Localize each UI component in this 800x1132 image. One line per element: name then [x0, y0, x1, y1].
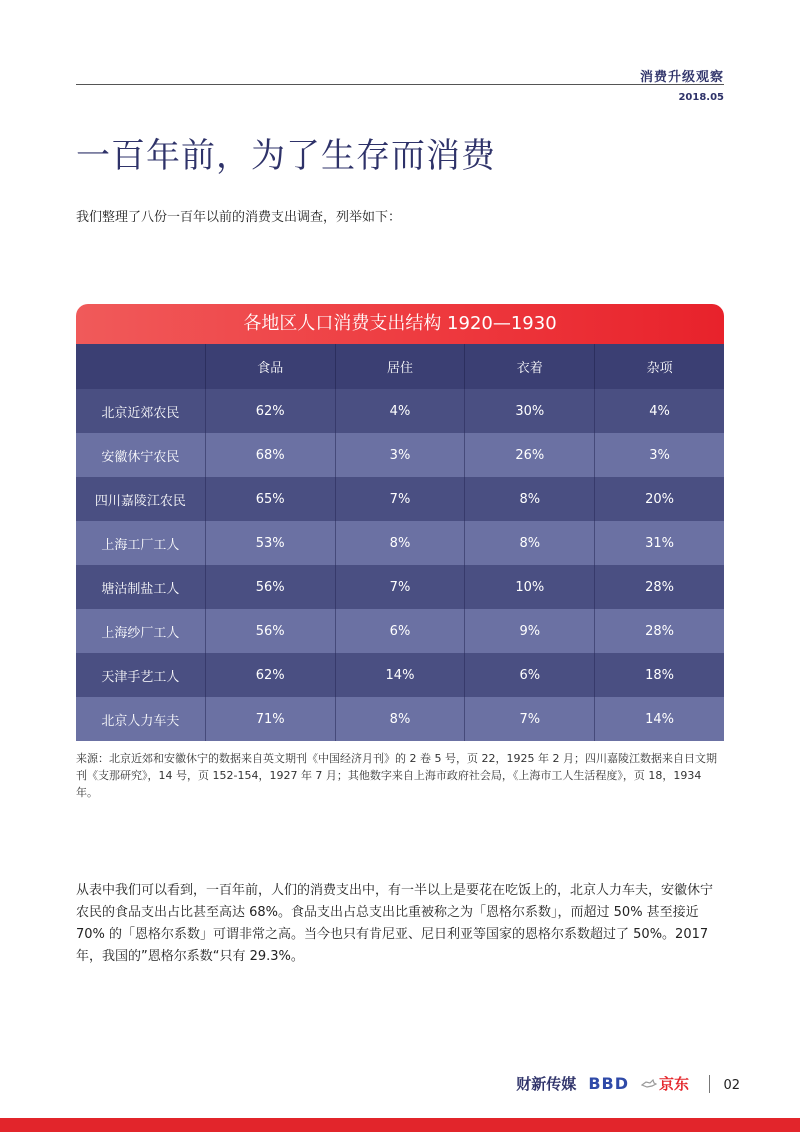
table-cell: 3%: [594, 433, 724, 477]
table-cell: 3%: [335, 433, 465, 477]
table-cell: 8%: [464, 521, 594, 565]
table-header-cell: [76, 344, 205, 389]
row-label: 安徽休宁农民: [76, 433, 205, 477]
table-header-row: [76, 344, 724, 389]
row-label: 塘沽制盐工人: [76, 565, 205, 609]
header-rule: [76, 84, 724, 85]
intro-text: 我们整理了八份一百年以前的消费支出调查，列举如下：: [76, 210, 402, 225]
table-row: [76, 521, 724, 565]
jd-logo-text: 京东: [658, 1075, 689, 1093]
row-label: 天津手艺工人: [76, 653, 205, 697]
table-row: [76, 565, 724, 609]
table-header-cell: 食品: [205, 344, 335, 389]
table-cell: 53%: [205, 521, 335, 565]
table-cell: 56%: [205, 565, 335, 609]
table-cell: 6%: [464, 653, 594, 697]
table-cell: 28%: [594, 609, 724, 653]
table-cell: 56%: [205, 609, 335, 653]
table-body: [76, 389, 724, 741]
table-cell: 8%: [335, 697, 465, 741]
table-cell: 4%: [594, 389, 724, 433]
row-label: 上海纱厂工人: [76, 609, 205, 653]
page-title: 一百年前，为了生存而消费: [76, 136, 496, 176]
table-cell: 31%: [594, 521, 724, 565]
page-number: 02: [723, 1078, 740, 1093]
table-cell: 26%: [464, 433, 594, 477]
table-cell: 7%: [335, 477, 465, 521]
row-label: 北京人力车夫: [76, 697, 205, 741]
table-cell: 18%: [594, 653, 724, 697]
table-cell: 8%: [464, 477, 594, 521]
table-row: [76, 697, 724, 741]
report-title: 消费升级观察: [639, 70, 724, 85]
caixin-logo: 财新传媒: [516, 1075, 577, 1093]
bbd-logo: BBD: [588, 1074, 629, 1093]
table-header-cell: 居住: [335, 344, 465, 389]
table-caption: 各地区人口消费支出结构 1920—1930: [76, 304, 724, 344]
table-row: [76, 609, 724, 653]
table-cell: 4%: [335, 389, 465, 433]
table-cell: 7%: [335, 565, 465, 609]
table-cell: 14%: [335, 653, 465, 697]
table-row: [76, 477, 724, 521]
table-cell: 7%: [464, 697, 594, 741]
table-row: [76, 433, 724, 477]
row-label: 上海工厂工人: [76, 521, 205, 565]
body-paragraph: 从表中我们可以看到，一百年前，人们的消费支出中，有一半以上是要花在吃饭上的，北京人力车夫，安徽休宁农民的食品支出占比甚至高达 68%。食品支出占总支出比重被称之为「恩格尔系数」，而超过 50% 甚至接近 70% 的「恩格尔系数」可谓非常之高。当今也只有肯尼亚、尼日利亚等国家的恩格尔系数超过了 50%。2017 年，我国的”恩格尔系数“只有 29.3%。: [76, 883, 714, 964]
row-label: 四川嘉陵江农民: [76, 477, 205, 521]
jd-logo: [641, 1073, 689, 1094]
jd-dog-icon: [641, 1079, 657, 1089]
footer-logos: [516, 1073, 710, 1094]
table-cell: 9%: [464, 609, 594, 653]
table-cell: 65%: [205, 477, 335, 521]
table-row: [76, 653, 724, 697]
table-cell: 28%: [594, 565, 724, 609]
table-cell: 62%: [205, 653, 335, 697]
table-header-cell: 衣着: [464, 344, 594, 389]
table-cell: 68%: [205, 433, 335, 477]
table-cell: 20%: [594, 477, 724, 521]
table-cell: 6%: [335, 609, 465, 653]
table-cell: 30%: [464, 389, 594, 433]
table-cell: 8%: [335, 521, 465, 565]
table-row: [76, 389, 724, 433]
table-header-cell: 杂项: [594, 344, 724, 389]
consumption-table: [76, 304, 724, 741]
table-cell: 62%: [205, 389, 335, 433]
report-date: 2018.05: [678, 92, 724, 103]
row-label: 北京近郊农民: [76, 389, 205, 433]
footer-divider: [709, 1075, 710, 1093]
bottom-accent-bar: [0, 1118, 800, 1132]
table-cell: 14%: [594, 697, 724, 741]
source-note: 来源：北京近郊和安徽休宁的数据来自英文期刊《中国经济月刊》的 2 卷 5 号，页 22，1925 年 2 月；四川嘉陵江数据来自日文期刊《支那研究》，14 号，页 152-154，1927 年 7 月；其他数字来自上海市政府社会局，《上海市工人生活程度》，页 18，1934 年。: [76, 752, 717, 799]
table-cell: 10%: [464, 565, 594, 609]
table-cell: 71%: [205, 697, 335, 741]
